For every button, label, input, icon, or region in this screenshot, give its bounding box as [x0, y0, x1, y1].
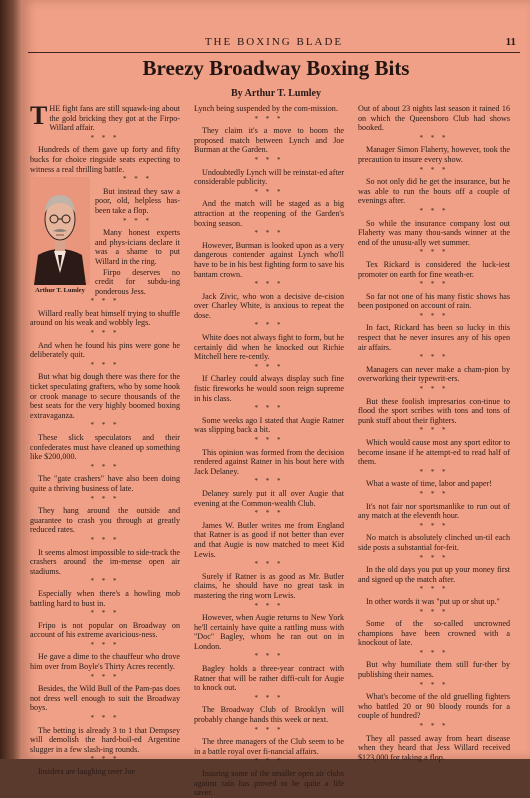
paragraph: But these foolish impresarios con-tinue to flood the sport scribes with tons and tons of punk stuff about their fighters.	[358, 396, 510, 425]
paragraph: He gave a dime to the chauffeur who drove him over from Boyle's Thirty Acres recently.	[30, 652, 180, 672]
paragraph: In other words it was "put up or shut up."	[366, 596, 500, 606]
paragraph: In fact, Rickard has been so lucky in this respect that he never insures any of his open air affairs.	[358, 323, 510, 352]
paragraph: Some weeks ago I stated that Augie Ratner was slipping back a bit.	[194, 415, 344, 435]
paragraph: Managers can never make a cham-pion by overworking their typewrit-ers.	[358, 364, 510, 384]
author-portrait	[30, 177, 90, 295]
paragraph: And when he found his pins were gone he deliberately quit.	[30, 340, 180, 360]
paragraph: Willard really beat himself trying to shuffle around on his weak and wobbly legs.	[30, 308, 180, 328]
paragraph: Lynch being suspended by the com-mission.	[194, 104, 338, 113]
paragraph: But why humiliate them still fur-ther by publishing their names.	[358, 660, 510, 680]
paragraph: Surely if Ratner is as good as Mr. Butler claims, he should have no great task in mastering the ring worn Lewis.	[194, 571, 344, 600]
running-header	[28, 36, 520, 53]
drop-cap: T	[30, 101, 48, 130]
paragraph: However, Burman is looked upon as a very dangerous contender against Lynch who'll have to be in his best fighting form to save his bantam crown.	[194, 240, 344, 279]
article-headline: Breezy Broadway Boxing Bits	[142, 56, 410, 80]
paragraph: The three managers of the Club seem to be in a battle royal over fi-nancial affairs.	[194, 737, 344, 756]
paragraph: So far not one of his many fistic shows has been postponed on account of rain.	[358, 291, 510, 311]
paragraph: Tex Rickard is considered the luck-iest promoter on earth for fine weath-er.	[358, 259, 510, 279]
paragraph: James W. Butler writes me from England that Ratner is as good if not better than ever and that Augie is now matched to meet Kid Lewis.	[194, 520, 344, 559]
paragraph: Fripo is not popular on Broadway on account of his extreme avaricious-ness.	[30, 620, 180, 640]
paragraph: So not only did he get the insurance, but he was able to run the bouts off a couple of evenings after.	[358, 177, 510, 206]
paragraph: This opinion was formed from the decision rendered against Ratner in his bout here with Jack Delaney.	[194, 447, 344, 476]
portrait-illustration	[30, 177, 90, 285]
book-gutter	[0, 0, 22, 759]
paragraph: Out of about 23 nights last season it rained 16 on which the Queensboro Club had shows booked.	[358, 104, 510, 133]
paragraph: Some of the so-called uncrowned champions have been crowned with a knockout of late.	[358, 619, 510, 648]
column-2: Lynch being suspended by the com-mission. * * * They claim it's a move to boom the proposed match between Lynch and Joe Burman at the Garden. * * * Undoubtedly Lynch will be reinstat-ed after considerable publicity. * * * And the match will be staged as a big attraction at the reopening of the Garden's boxing season. * * * However, Burman is looked upon as a very dangerous contender against Lynch who'll have to be in his best fighting form to save his bantam crown. * * * Jack Zivic, who won a decisive de-cision over Charley White, is anxious to repeat the dose. * * * White does not always fight to form, but he certainly did when he knocked out Richie Mitchell here re-cently. * * * If Charley could always display such fine fistic fireworks he would soon reign supreme in his class. * * * Some weeks ago I stated that Augie Ratner was slipping back a bit. * * * This opinion was formed from the decision rendered against Ratner in his bout here with Jack Delaney. * * * Delaney surely put it all over Augie that evening at the Common-wealth Club. * * * James W. Butler writes me from England that Ratner is as good if not better than ever and that Augie is now matched to meet Kid Lewis. * * * Surely if Ratner is as good as Mr. Butler claims, he should have no great task in mastering the ring worn Lewis. * * * However, when Augie returns to New York he'll certainly have quite a rattling muss with "Doc" Bagley, whom he ran out on in London. * * * Bagley holds a three-year contract with Ratner that will be rather diffi-cult for Augie to knock out. * * * The Broadway Club of Brooklyn will probably change hands this week or next. * * * The three managers of the Club seem to be in a battle royal over fi-nancial affairs. * * * Insuring some of the smaller open air clubs against rain has proved to be quite a life saver.	[194, 104, 344, 798]
paragraph: Manager Simon Flaherty, however, took the precaution to insure every show.	[358, 145, 510, 164]
paragraph: Undoubtedly Lynch will be reinstat-ed after considerable publicity.	[194, 167, 344, 187]
paragraph: If Charley could always display such fine fistic fireworks he would soon reign supreme in his class.	[194, 374, 344, 403]
paragraph: They claim it's a move to boom the proposed match between Lynch and Joe Burman at the Garden.	[194, 126, 344, 155]
paragraph: White does not always fight to form, but he certainly did when he knocked out Richie Mitchell here re-cently.	[194, 333, 344, 362]
paragraph: Bagley holds a three-year contract with Ratner that will be rather diffi-cult for Augie to knock out.	[194, 664, 344, 693]
paragraph: Delaney surely put it all over Augie that evening at the Common-wealth Club.	[194, 488, 344, 508]
magazine-page	[22, 0, 530, 798]
paragraph: Especially when there's a howling mob battling hard to bust in.	[30, 588, 180, 608]
paragraph: Jack Zivic, who won a decisive de-cision over Charley White, is anxious to repeat the dose.	[194, 291, 344, 320]
paragraph: The betting is already 3 to 1 that Dempsey will demolish the hard-boil-ed Argentine slugger in a few slash-ing rounds.	[30, 725, 180, 754]
paragraph: In the old days you put up your money first and signed up the match after.	[358, 565, 510, 584]
paragraph: Many honest experts and phys-icians declare it was a shame to put Willard in the ring.	[95, 228, 180, 266]
column-3: Out of about 23 nights last season it rained 16 on which the Queensboro Club had shows booked. * * * Manager Simon Flaherty, however, took the precaution to insure every show. * * * So not only did he get the insurance, but he was able to run the bouts off a couple of evenings after. * * * So while the insurance company lost out Flaherty was many thou-sands winner at the end of the unusu-ally wet summer. * * * Tex Rickard is considered the luck-iest promoter on earth for fine weath-er. * * * So far not one of his many fistic shows has been postponed on account of rain. * * * In fact, Rickard has been so lucky in this respect that he never insures any of his open air affairs. * * * Managers can never make a cham-pion by overworking their typewrit-ers. * * * But these foolish impresarios con-tinue to flood the sport scribes with tons and tons of punk stuff about their fighters. * * * Which would cause most any sport editor to become insane if he attempt-ed to read half of them. * * * What a waste of time, labor and paper! * * * It's not fair nor sportsmanlike to run out of any match at the eleventh hour. * * * No match is absolutely clinched un-til each side posts a substantial for-feit. * * * In the old days you put up your money first and signed up the match after. * * * In other words it was "put up or shut up." * * * Some of the so-called uncrowned champions have been crowned with a knockout of late. * * * But why humiliate them still fur-ther by publishing their names. * * * What's become of the old gruelling fighters who battled 20 or 90 bloody rounds for a couple of hundred? * * * They all passed away from heart disease when they heard that Jess Willard received $123,000 for taking a flop.	[358, 104, 510, 762]
paragraph: The Broadway Club of Brooklyn will probably change hands this week or next.	[194, 705, 344, 725]
paragraph: However, when Augie returns to New York he'll certainly have quite a rattling muss with "Doc" Bagley, whom he ran out on in London.	[194, 613, 344, 651]
paragraph: No match is absolutely clinched un-til each side posts a substantial for-feit.	[358, 533, 510, 552]
article-byline: By Arthur T. Lumley	[230, 88, 321, 99]
paragraph: Insiders are laughing over Joe	[38, 767, 136, 776]
paragraph: What's become of the old gruelling fighters who battled 20 or 90 bloody rounds for a couple of hundred?	[358, 692, 510, 721]
paragraph: Besides, the Wild Bull of the Pam-pas does not dress well enough to suit the Broadway boys.	[30, 684, 180, 713]
paragraph: They all passed away from heart disease when they heard that Jess Willard received $123,000 for taking a flop.	[358, 733, 510, 762]
lead-paragraph: THE fight fans are still squawk-ing about the gold bricking they got at the Firpo-Willard affair.	[30, 101, 180, 133]
section-separator: * * *	[90, 133, 120, 142]
paragraph: They hang around the outside and guarantee to crash you through at greatly reduced rates.	[30, 506, 180, 535]
column-1: THE fight fans are still squawk-ing about the gold bricking they got at the Firpo-Willard affair. * * * Hundreds of them gave up forty and fifty bucks for choice ringside seats expecting to witness a real thrilling battle. Arthur T. Lumley * * * But instead they saw a poor, old, helpless has-been take a flop. * * * Many honest experts and phys-icians declare it was a shame to put Willard in the ring. Firpo deserves no credit for subdu-ing ponderous Jess. * * * Willard really beat himself trying to shuffle around on his weak and wobbly legs. * * * And when he found his pins were gone he deliberately quit. * * * But what big dough there was there for the ticket speculating grafters, who by some hook or crook manage to secure thousands of the best seats for the very highly boomed boxing extravaganza. * * * These slick speculators and their confederates must have cleaned up something like $200,000. * * * The "gate crashers" have also been doing quite a thriving business of late. * * * They hang around the outside and guarantee to crash you through at greatly reduced rates. * * * It seems almost impossible to side-track the crashers around the im-mense open air stadiums. * * * Especially when there's a howling mob battling hard to bust in. * * * Fripo is not popular on Broadway on account of his extreme avaricious-ness. * * * He gave a dime to the chauffeur who drove him over from Boyle's Thirty Acres recently. * * * Besides, the Wild Bull of the Pam-pas does not dress well enough to suit the Broadway boys. * * * The betting is already 3 to 1 that Dempsey will demolish the hard-boil-ed Argentine slugger in a few slash-ing rounds. * * * Insiders are laughing over Joe	[30, 101, 180, 776]
paragraph: And the match will be staged as a big attraction at the reopening of the Garden's boxing season.	[194, 199, 344, 228]
paragraph: So while the insurance company lost out Flaherty was many thou-sands winner at the end of the unusu-ally wet summer.	[358, 218, 510, 247]
paragraph: But what big dough there was there for the ticket speculating grafters, who by some hook or crook manage to secure thousands of the best seats for the very highly boomed boxing extravaganza.	[30, 372, 180, 420]
publication-title: THE BOXING BLADE	[204, 36, 344, 48]
paragraph: Which would cause most any sport editor to become insane if he attempt-ed to read half of them.	[358, 438, 510, 467]
paragraph: The "gate crashers" have also been doing quite a thriving business of late.	[30, 474, 180, 493]
paragraph: These slick speculators and their confederates must have cleaned up something like $200,000.	[30, 433, 180, 462]
paragraph: It's not fair nor sportsmanlike to run out of any match at the eleventh hour.	[358, 501, 510, 521]
page-number: 11	[505, 36, 516, 48]
paragraph: Firpo deserves no credit for subdu-ing ponderous Jess.	[95, 267, 180, 296]
paragraph: Insuring some of the smaller open air clubs against rain has proved to be quite a life saver.	[194, 769, 344, 798]
paragraph: It seems almost impossible to side-track the crashers around the im-mense open air stadiums.	[30, 547, 180, 576]
paragraph: What a waste of time, labor and paper!	[366, 479, 492, 489]
portrait-caption: Arthur T. Lumley	[35, 287, 85, 295]
paragraph: But instead they saw a poor, old, helpless has-been take a flop.	[95, 186, 180, 215]
paragraph: Hundreds of them gave up forty and fifty bucks for choice ringside seats expecting to witness a real thrilling battle.	[30, 145, 180, 174]
